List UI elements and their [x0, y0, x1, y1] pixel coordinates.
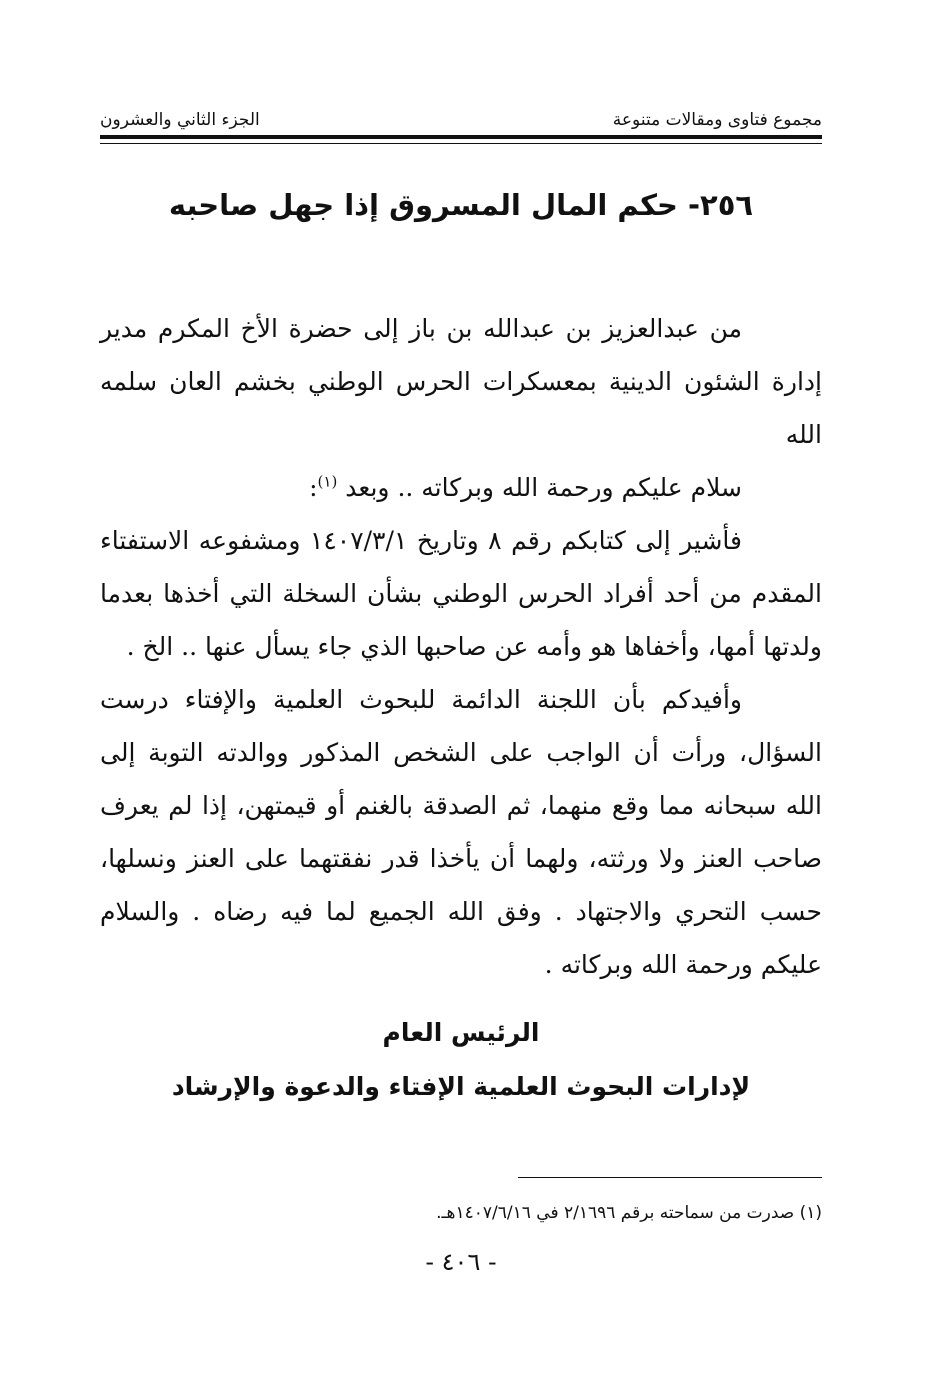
signature-title: الرئيس العام — [382, 1018, 540, 1047]
header-rule-thick — [100, 135, 822, 139]
running-header — [100, 100, 822, 130]
greeting-text: سلام عليكم ورحمة الله وبركاته .. وبعد — [345, 473, 742, 502]
paragraph-2: وأفيدكم بأن اللجنة الدائمة للبحوث العلمية والإفتاء درست السؤال، ورأت أن الواجب على الشخص المذكور ووالدته التوبة إلى الله سبحانه مما وقع منهما، ثم الصدقة بالغنم أو قيمتهن، إذا لم يعرف صاحب العنز ولا ورثته، ولهما أن يأخذا قدر نفقتهما على العنز ونسلها، حسب التحري والاجتهاد . وفق الله الجميع لما فيه رضاه . والسلام عليكم ورحمة الله وبركاته . — [100, 685, 822, 979]
footnote-rule — [518, 1177, 822, 1178]
greeting-colon: : — [309, 473, 318, 502]
paragraph-1: فأشير إلى كتابكم رقم ٨ وتاريخ ١٤٠٧/٣/١ ومشفوعه الاستفتاء المقدم من أحد أفراد الحرس الوطني بشأن السخلة التي أخذها بعدما ولدتها أمها، وأخفاها هو وأمه عن صاحبها الذي جاء يسأل عنها .. الخ . — [100, 526, 822, 661]
greeting-line — [100, 461, 822, 514]
footnote: (١) صدرت من سماحته برقم ٢/١٦٩٦ في ١٤٠٧/٦/١٦هـ. — [436, 1203, 822, 1223]
header-rule-thin — [100, 143, 822, 144]
letter-body — [100, 302, 822, 991]
footnote-reference: (١) — [317, 472, 338, 491]
signature-organization: لإدارات البحوث العلمية الإفتاء والدعوة والإرشاد — [171, 1072, 751, 1101]
volume-label: الجزء الثاني والعشرون — [100, 110, 260, 130]
book-title: مجموع فتاوى ومقالات متنوعة — [612, 110, 822, 130]
address-paragraph: من عبدالعزيز بن عبدالله بن باز إلى حضرة الأخ المكرم مدير إدارة الشئون الدينية بمعسكرات الحرس الوطني بخشم العان سلمه الله — [100, 314, 822, 449]
article-title: ٢٥٦- حكم المال المسروق إذا جهل صاحبه — [168, 188, 754, 222]
page-number: - ٤٠٦ - — [425, 1248, 497, 1276]
